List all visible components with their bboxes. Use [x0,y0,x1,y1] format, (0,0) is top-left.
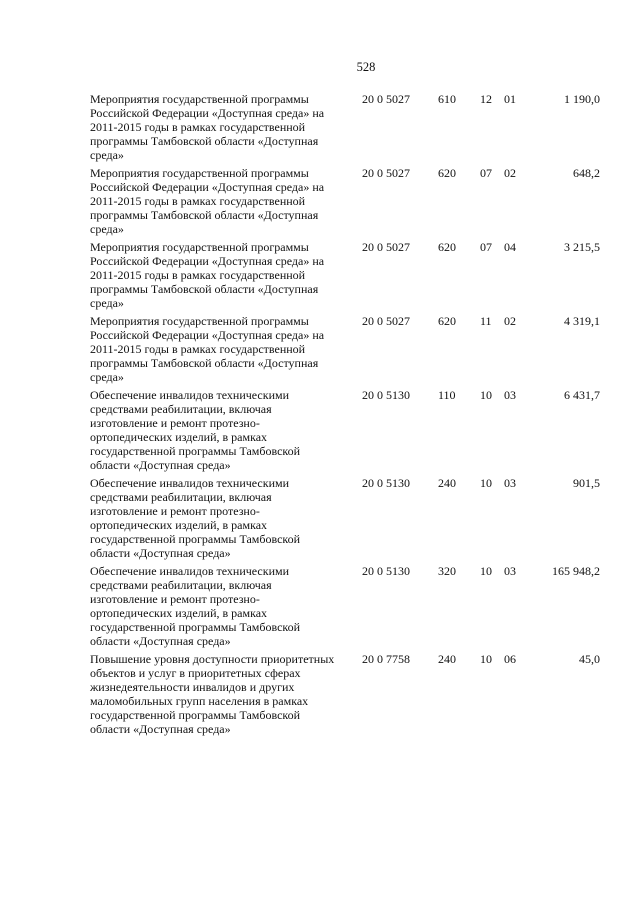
section-code: 11 [480,314,492,328]
subsection-code: 04 [504,240,516,254]
item-name: Обеспечение инвалидов техническими средствами реабилитации, включая изготовление и ремонт протезно-ортопедических изделий, в рамках государственной программы Тамбовской области «Доступная среда» [90,476,301,560]
target-article-code: 20 0 5027 [362,92,410,106]
expense-type-code: 240 [438,476,456,490]
page-number: 528 [356,60,376,74]
section-code: 10 [480,564,492,578]
subsection-code: 03 [504,388,516,402]
target-article-code: 20 0 5130 [362,476,410,490]
expense-type-code: 110 [438,388,456,402]
item-name: Мероприятия государственной программы Российской Федерации «Доступная среда» на 2011-2015 годы в рамках государственной программы Тамбовской области «Доступная среда» [90,166,325,236]
amount: 901,5 [573,476,600,490]
item-name: Мероприятия государственной программы Российской Федерации «Доступная среда» на 2011-2015 годы в рамках государственной программы Тамбовской области «Доступная среда» [90,240,325,310]
subsection-code: 03 [504,564,516,578]
amount: 165 948,2 [552,564,600,578]
expense-type-code: 620 [438,314,456,328]
table-row [90,652,602,736]
amount: 3 215,5 [564,240,600,254]
section-code: 10 [480,476,492,490]
section-code: 12 [480,92,492,106]
amount: 6 431,7 [564,388,600,402]
subsection-code: 06 [504,652,516,666]
table-row [90,92,602,162]
section-code: 10 [480,652,492,666]
expense-type-code: 240 [438,652,456,666]
subsection-code: 03 [504,476,516,490]
expense-type-code: 320 [438,564,456,578]
item-name: Мероприятия государственной программы Российской Федерации «Доступная среда» на 2011-2015 годы в рамках государственной программы Тамбовской области «Доступная среда» [90,314,325,384]
amount: 648,2 [573,166,600,180]
expense-type-code: 620 [438,166,456,180]
amount: 45,0 [579,652,600,666]
target-article-code: 20 0 5130 [362,564,410,578]
table-row [90,388,602,472]
item-name: Обеспечение инвалидов техническими средствами реабилитации, включая изготовление и ремонт протезно-ортопедических изделий, в рамках государственной программы Тамбовской области «Доступная среда» [90,564,301,648]
amount: 1 190,0 [564,92,600,106]
table-row [90,476,602,560]
section-code: 07 [480,166,492,180]
expense-type-code: 620 [438,240,456,254]
subsection-code: 02 [504,166,516,180]
amount: 4 319,1 [564,314,600,328]
budget-table [90,92,602,740]
target-article-code: 20 0 5130 [362,388,410,402]
item-name: Мероприятия государственной программы Российской Федерации «Доступная среда» на 2011-2015 годы в рамках государственной программы Тамбовской области «Доступная среда» [90,92,325,162]
subsection-code: 01 [504,92,516,106]
item-name: Обеспечение инвалидов техническими средствами реабилитации, включая изготовление и ремонт протезно-ортопедических изделий, в рамках государственной программы Тамбовской области «Доступная среда» [90,388,301,472]
target-article-code: 20 0 5027 [362,166,410,180]
section-code: 10 [480,388,492,402]
expense-type-code: 610 [438,92,456,106]
table-row [90,166,602,236]
table-row [90,564,602,648]
target-article-code: 20 0 5027 [362,314,410,328]
item-name: Повышение уровня доступности приоритетных объектов и услуг в приоритетных сферах жизнедеятельности инвалидов и других маломобильных групп населения в рамках государственной программы Тамбовской области «Доступная среда» [90,652,335,736]
target-article-code: 20 0 5027 [362,240,410,254]
target-article-code: 20 0 7758 [362,652,410,666]
table-row [90,314,602,384]
table-row [90,240,602,310]
subsection-code: 02 [504,314,516,328]
section-code: 07 [480,240,492,254]
